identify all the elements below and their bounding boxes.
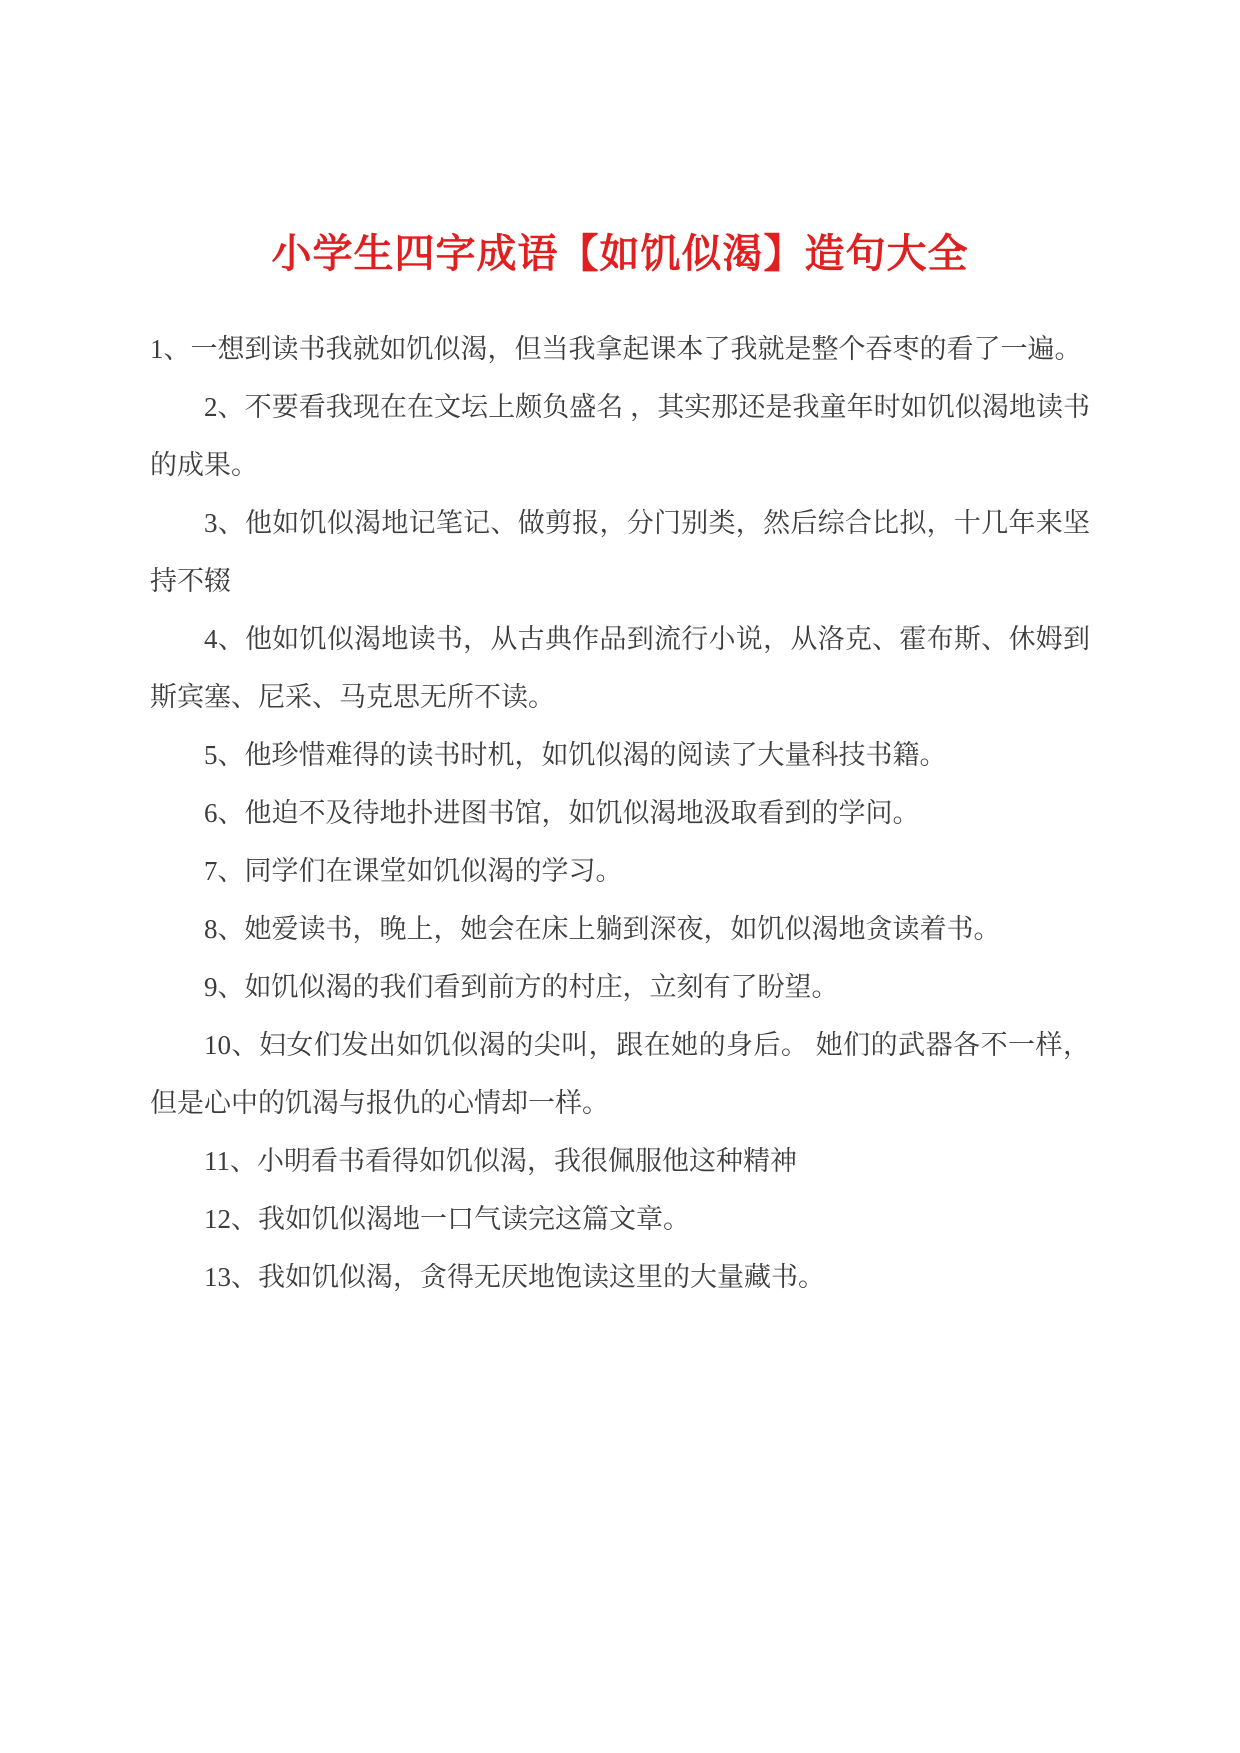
sentence-item-9: 9、如饥似渴的我们看到前方的村庄，立刻有了盼望。 bbox=[204, 972, 839, 1002]
sentence-item-2: 2、不要看我现在在文坛上颇负盛名 ，其实那还是我童年时如饥似渴地读书的成果。 bbox=[150, 392, 1090, 480]
sentence-item-12: 12、我如饥似渴地一口气读完这篇文章。 bbox=[204, 1204, 690, 1234]
sentence-item-10: 10、妇女们发出如饥似渴的尖叫，跟在她的身后。 她们的武器各不一样，但是心中的饥渴与报仇的心情却一样。 bbox=[150, 1030, 1090, 1118]
sentence-item-4: 4、他如饥似渴地读书，从古典作品到流行小说，从洛克、霍布斯、休姆到斯宾塞、尼采、马克思无所不读。 bbox=[150, 624, 1090, 712]
page-title: 小学生四字成语【如饥似渴】造句大全 bbox=[271, 231, 969, 276]
sentence-item-11: 11、小明看书看得如饥似渴，我很佩服他这种精神 bbox=[204, 1146, 797, 1176]
sentence-item-1: 1、一想到读书我就如饥似渴，但当我拿起课本了我就是整个吞枣的看了一遍。 bbox=[150, 334, 1082, 364]
sentence-item-13: 13、我如饥似渴，贪得无厌地饱读这里的大量藏书。 bbox=[204, 1262, 825, 1292]
sentence-item-7: 7、同学们在课堂如饥似渴的学习。 bbox=[204, 856, 623, 886]
sentence-item-5: 5、他珍惜难得的读书时机，如饥似渴的阅读了大量科技书籍。 bbox=[204, 740, 947, 770]
sentence-item-6: 6、他迫不及待地扑进图书馆，如饥似渴地汲取看到的学问。 bbox=[204, 798, 920, 828]
sentence-item-8: 8、她爱读书，晚上，她会在床上躺到深夜，如饥似渴地贪读着书。 bbox=[204, 914, 1001, 944]
sentence-item-3: 3、他如饥似渴地记笔记、做剪报，分门别类，然后综合比拟，十几年来坚持不辍 bbox=[150, 508, 1090, 596]
